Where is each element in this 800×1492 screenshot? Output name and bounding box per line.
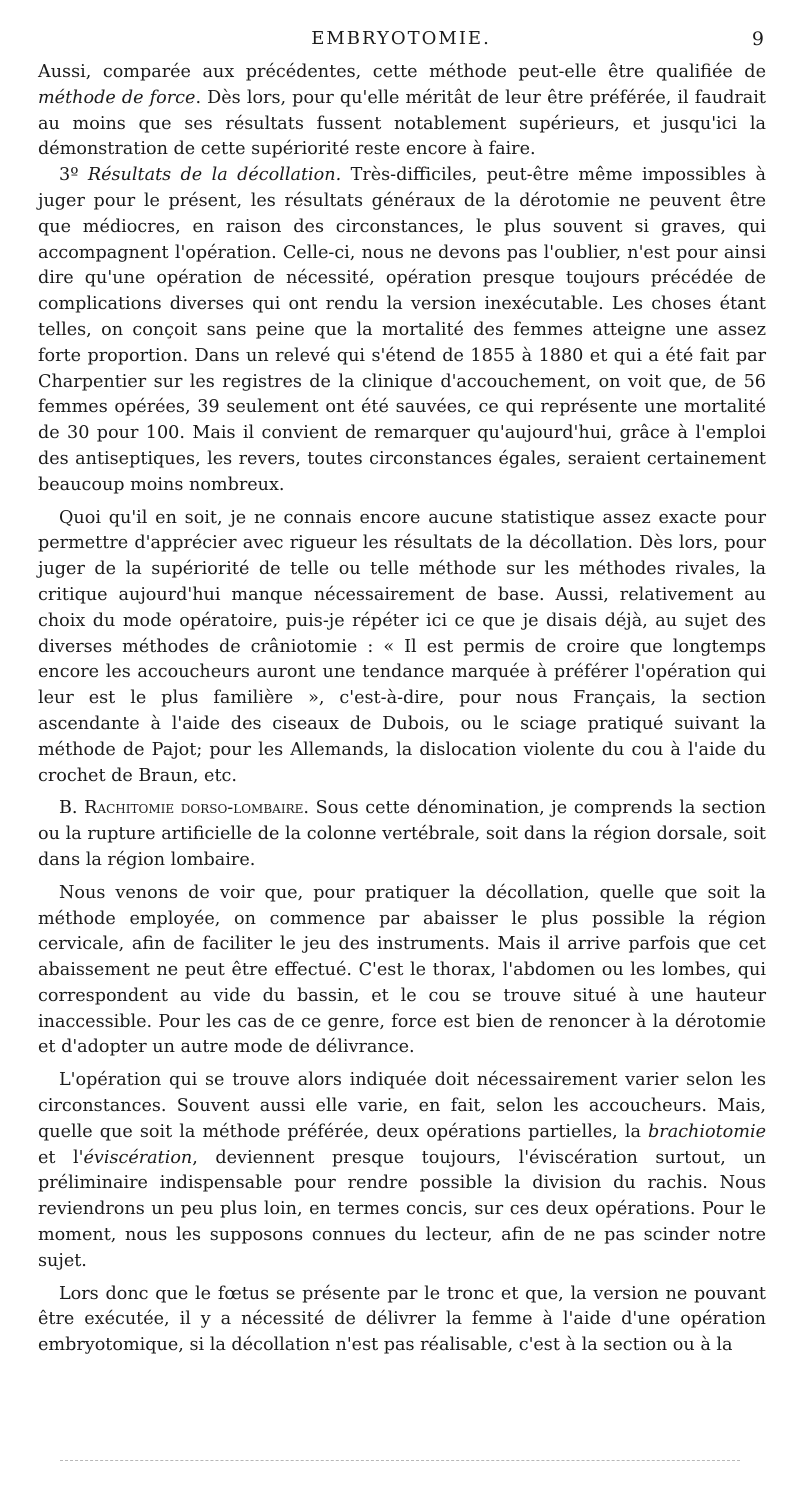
paragraph-6-text: L'opération qui se trouve alors indiquée doit nécessairement varier selon les circonstances. Souvent aussi elle varie, en fait, selon les accoucheurs. Mais, quelle que soit la méthode préférée, deux opérations partielles, la	[38, 1070, 766, 1142]
section-heading-rachitomie: Rachitomie dorso-lombaire.	[84, 798, 309, 819]
paragraph-6-text-end: , deviennent presque toujours, l'éviscération surtout, un préliminaire indispensable pour rendre possible la division du rachis. Nous reviendrons un peu plus loin, en termes concis, sur ces deux opérations. Pour le moment, nous les supposons connues du lecteur, afin de ne pas scinder notre sujet.	[38, 1147, 766, 1271]
paragraph-6	[38, 1068, 766, 1274]
paragraph-5: Nous venons de voir que, pour pratiquer la décollation, quelle que soit la méthode employée, on commence par abaisser le plus possible la région cervicale, afin de faciliter le jeu des instruments. Mais il arrive parfois que cet abaissement ne peut être effectué. C'est le thorax, l'abdomen ou les lombes, qui correspondent au vide du bassin, et le cou se trouve situé à une hauteur inaccessible. Pour les cas de ce genre, force est bien de renoncer à la dérotomie et d'adopter un autre mode de délivrance.	[38, 882, 766, 1058]
paragraph-2	[38, 163, 766, 498]
paragraph-7: Lors donc que le fœtus se présente par le tronc et que, la version ne pouvant être exécutée, il y a nécessité de délivrer la femme à l'aide d'une opération embryotomique, si la décollation n'est pas réalisable, c'est à la section ou à la	[38, 1283, 766, 1356]
running-title: EMBRYOTOMIE.	[311, 28, 491, 49]
body-text	[38, 60, 766, 1359]
paragraph-1-italic: méthode de force	[38, 87, 196, 108]
paragraph-1-text-end: . Dès lors, pour qu'elle méritât de leur être préférée, il faudrait au moins que ses résultats fussent notablement supérieurs, et jusqu'ici la démonstration de cette supériorité reste encore à faire.	[38, 87, 766, 160]
paragraph-1-text: Aussi, comparée aux précédentes, cette méthode peut-elle être qualifiée de	[38, 62, 766, 82]
paragraph-3: Quoi qu'il en soit, je ne connais encore aucune statistique assez exacte pour permettre d'apprécier avec rigueur les résultats de la décollation. Dès lors, pour juger de la supériorité de telle ou telle méthode sur les méthodes rivales, la critique aujourd'hui manque nécessairement de base. Aussi, relativement au choix du mode opératoire, puis-je répéter ici ce que je disais déjà, au sujet des diverses méthodes de crâniotomie : « Il est permis de croire que longtemps encore les accoucheurs auront une tendance marquée à préférer l'opération qui leur est le plus familière », c'est-à-dire, pour nous Français, la section ascendante à l'aide des ciseaux de Dubois, ou le sciage pratiqué suivant la méthode de Pajot; pour les Allemands, la dislocation violente du cou à l'aide du crochet de Braun, etc.	[38, 507, 766, 786]
section-letter: B.	[59, 798, 85, 819]
footer-rule	[60, 1460, 740, 1461]
page-header	[38, 28, 764, 58]
section-number: 3º	[59, 165, 88, 186]
term-brachiotomie: brachiotomie	[648, 1121, 766, 1142]
term-evisceration: éviscération	[83, 1147, 193, 1168]
paragraph-4-text: Sous cette dénomination, je comprends la section ou la rupture artificielle de la colonne vertébrale, soit dans la région dorsale, soit dans la région lombaire.	[38, 798, 766, 870]
paragraph-1	[38, 60, 766, 163]
paragraph-4	[38, 796, 766, 873]
paragraph-2-text: Très-difficiles, peut-être même impossibles à juger pour le présent, les résultats généraux de la dérotomie ne peuvent être que médiocres, en raison des circonstances, le plus souvent si graves, qui accompagnent l'opération. Celle-ci, nous ne devons pas l'oublier, n'est pour ainsi dire qu'une opération de nécessité, opération presque toujours précédée de complications diverses qui ont rendu la version inexécutable. Les choses étant telles, on conçoit sans peine que la mortalité des femmes atteigne une assez forte proportion. Dans un relevé qui s'étend de 1855 à 1880 et qui a été fait par Charpentier sur les registres de la clinique d'accouchement, on voit que, de 56 femmes opérées, 39 seulement ont été sauvées, ce qui représente une mortalité de 30 pour 100. Mais il convient de remarquer qu'aujourd'hui, grâce à l'emploi des antiseptiques, les revers, toutes circonstances égales, seraient certainement beaucoup moins nombreux.	[38, 165, 767, 495]
section-heading-resultats: Résultats de la décollation.	[87, 165, 342, 186]
page-number: 9	[751, 28, 764, 50]
paragraph-6-text-mid: et l'	[38, 1147, 84, 1168]
